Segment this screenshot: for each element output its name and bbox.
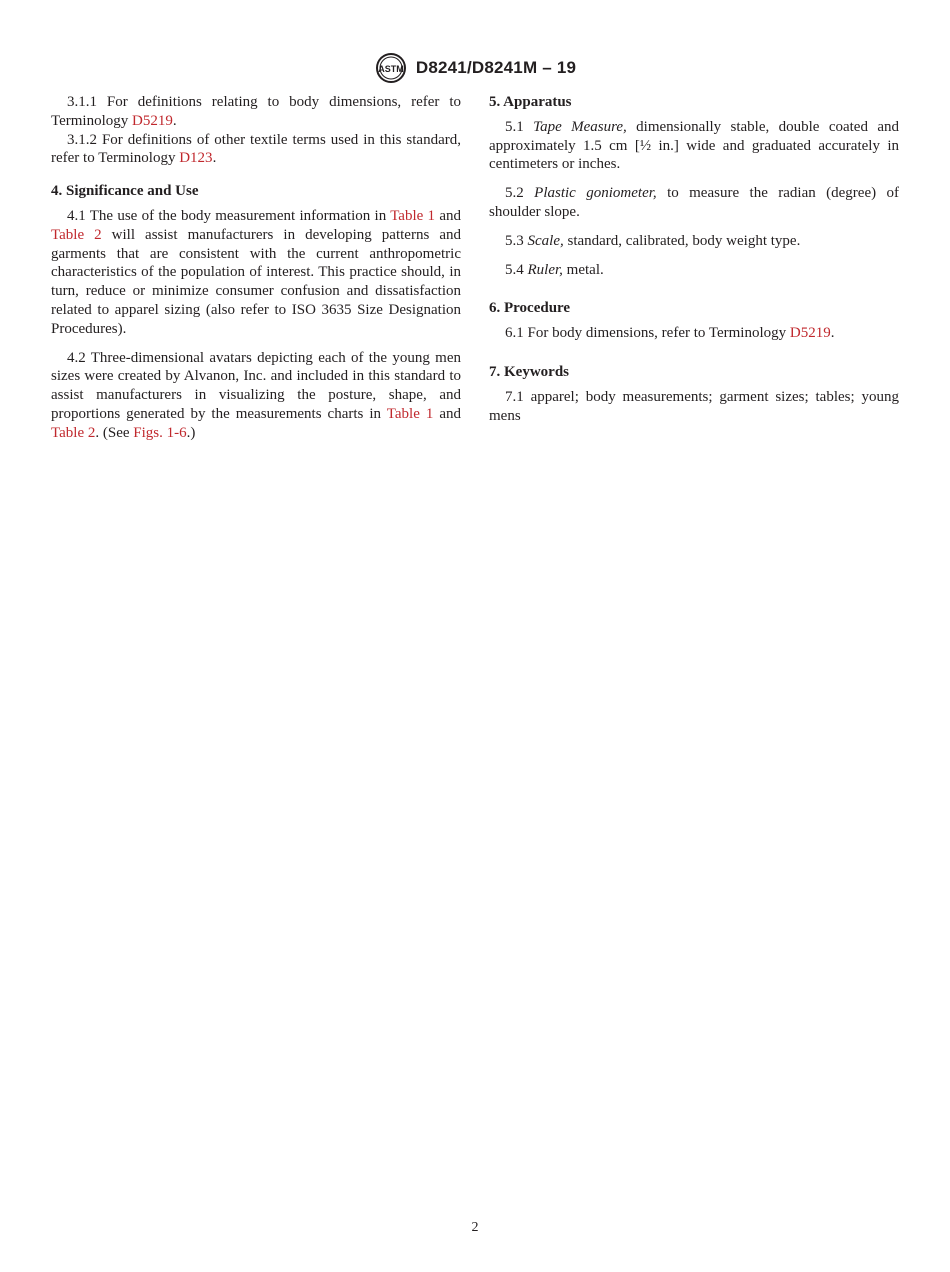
paragraph-4-1: 4.1 The use of the body measurement information in Table 1 and Table 2 will assist manufacturers in developing patterns and garments that are consistent with the current anthropometric characteristics of the population of interest. This practice should, in turn, reduce or minimize consumer confusion and dissatisfaction related to apparel sizing (also refer to ISO 3635 Size Designation Procedures). (51, 207, 461, 337)
link-table-2[interactable]: Table 2 (51, 424, 96, 441)
astm-logo-icon (374, 52, 408, 84)
paragraph-5-4: 5.4 Ruler, metal. (505, 261, 604, 278)
right-column (489, 93, 899, 425)
link-table-2[interactable]: Table 2 (51, 226, 102, 243)
section-6-heading: 6. Procedure (489, 300, 571, 317)
left-column (51, 93, 461, 443)
paragraph-5-1: 5.1 Tape Measure, dimensionally stable, double coated and approximately 1.5 cm [½ in.] wide and graduated accurately in centimeters or inches. (489, 118, 899, 173)
page-header (0, 52, 950, 84)
link-d5219[interactable]: D5219 (789, 325, 831, 342)
paragraph-3-1-1: 3.1.1 For definitions relating to body dimensions, refer to Terminology D5219. (51, 94, 461, 129)
link-table-1[interactable]: Table 1 (386, 405, 434, 422)
standard-designation: D8241/D8241M – 19 (415, 58, 577, 77)
section-4-heading: 4. Significance and Use (51, 183, 199, 200)
paragraph-5-2: 5.2 Plastic goniometer, to measure the radian (degree) of shoulder slope. (489, 185, 900, 220)
paragraph-7-1: 7.1 apparel; body measurements; garment sizes; tables; young mens (489, 388, 899, 424)
section-7-heading: 7. Keywords (489, 363, 569, 380)
paragraph-6-1: 6.1 For body dimensions, refer to Terminology D5219. (505, 325, 835, 342)
paragraph-3-1-2: 3.1.2 For definitions of other textile terms used in this standard, refer to Terminology D123. (51, 131, 461, 167)
section-5-heading: 5. Apparatus (489, 94, 572, 110)
paragraph-4-2: 4.2 Three-dimensional avatars depicting each of the young men sizes were created by Alvanon, Inc. and included in this standard to assist manufacturers in visualizing the posture, shape, and proportions generated by the measurements charts in Table 1 and Table 2. (See Figs. 1-6.) (51, 349, 461, 441)
link-d5219[interactable]: D5219 (132, 112, 173, 129)
page-number: 2 (471, 1220, 479, 1235)
svg-text:ASTM: ASTM (378, 64, 404, 74)
link-d123[interactable]: D123 (179, 150, 213, 167)
link-table-1[interactable]: Table 1 (390, 207, 436, 224)
link-figs-1-6[interactable]: Figs. 1-6 (133, 424, 187, 441)
paragraph-5-3: 5.3 Scale, standard, calibrated, body weight type. (505, 232, 801, 249)
